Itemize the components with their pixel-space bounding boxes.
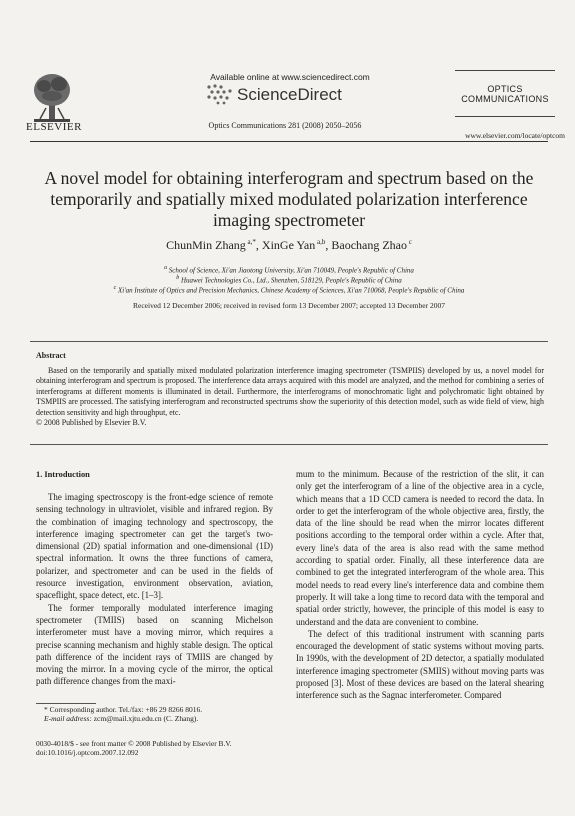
author-name: ChunMin Zhang: [166, 238, 246, 252]
author-affil-mark: a,*: [245, 238, 256, 246]
paragraph: mum to the minimum. Because of the restriction of the slit, it can only get the interferogram of a line of the objective area in a cycle, which means that a 1D CCD camera is needed to record the data. In order to get the interferogram of the whole objective area, firstly, the data of the line should be read when the mirror locates different positions according to the temporal order within a cycle. After that, every line's data of the area is also read with the same method according to spatial order. Finally, all these interference data are combined to get the integrated interferogram of the whole area. This model needs to read every line's interference data and combine them properly. It will take a long time to record data with the temporal and spatial order strictly, however, the principle of this model is easy to understand and the data are convenient to combine.: [296, 469, 544, 627]
abstract-copyright: © 2008 Published by Elsevier B.V.: [36, 418, 147, 428]
affiliation: [30, 265, 548, 274]
author-affil-mark: a,b: [315, 238, 326, 246]
paragraph: The former temporally modulated interference imaging spectrometer (TMIIS) based on scanning Michelson interferometer must have a moving mirror, which requires a precise scanning mechanism and highly stable design. The optical path difference of the incident rays of TMIIS are changed by moving the mirror. In a moving cycle of the mirror, the optical path difference changes from the maxi-: [36, 602, 273, 687]
sciencedirect-dots-icon: [205, 83, 235, 105]
author-name: Baochang Zhao: [331, 238, 407, 252]
journal-name: [440, 84, 570, 104]
footnote: [36, 705, 276, 724]
sciencedirect-logo: [205, 83, 365, 105]
left-column: [36, 491, 273, 688]
header-rule: [30, 141, 548, 142]
sciencedirect-wordmark: ScienceDirect: [237, 85, 342, 104]
journal-name-line1: OPTICS: [487, 84, 523, 94]
journal-name-rule-top: [455, 70, 555, 71]
issn-block: [36, 739, 296, 758]
issn-line: 0030-4018/$ - see front matter © 2008 Published by Elsevier B.V.: [36, 739, 232, 748]
available-online-text: Available online at www.sciencedirect.com: [210, 72, 370, 82]
abstract-text: Based on the temporarily and spatially mixed modulated polarization interference imaging spectrometer (TSMPIIS) developed by us, a novel model for obtaining interferogram and spectrum is proposed. The interference data arrays acquired with this model are analyzed, and the method for combining a series of interferograms at different moments is illuminated in detail. Furthermore, the interferograms of monochromatic light and polychromatic light obtained by TSMPIIS are processed. The satisfying interferogram and reconstructed spectrums show the superiority of this detection model, such as wide field of view, high detection sensitivity and high throughput, etc.: [36, 366, 544, 417]
author-affil-mark: c: [407, 238, 412, 246]
journal-reference: Optics Communications 281 (2008) 2050–2056: [208, 121, 362, 130]
affiliation: [30, 285, 548, 294]
elsevier-tree-logo: [32, 72, 72, 124]
corresponding-author: * Corresponding author. Tel./fax: +86 29 8266 8016.: [44, 705, 203, 714]
received-dates: Received 12 December 2006; received in revised form 13 December 2007; accepted 13 December 2007: [133, 301, 445, 310]
author-list: [30, 238, 548, 253]
doi-line[interactable]: doi:10.1016/j.optcom.2007.12.092: [36, 748, 139, 758]
footnote-rule: [36, 703, 96, 704]
author-separator: ,: [255, 238, 262, 252]
paragraph: The imaging spectroscopy is the front-edge science of remote sensing technology in ultraviolet, visible and infrared region. By the combination of imaging technology and spectroscopy, the interference imaging spectrometer can get the target's two-dimensional (2D) spatial information and one-dimensional (1D) spectral information. It owns the three functions of camera, polarizer, and spectrometer and can be used in the fields of resource investigation, environment observation, aviation, spaceflight, space detect, etc. [1–3].: [36, 492, 273, 601]
affiliation-mark: c: [113, 285, 117, 291]
abstract-rule-top: [30, 341, 548, 342]
affiliation-mark: b: [176, 275, 180, 281]
paper-title: A novel model for obtaining interferogram and spectrum based on the temporarily and spatially mixed modulated polarization interference imaging spectrometer: [44, 168, 534, 230]
section-heading: 1. Introduction: [36, 470, 90, 479]
affiliation-mark: a: [164, 265, 167, 271]
abstract-heading: Abstract: [36, 351, 66, 360]
email-label: E-mail address:: [44, 714, 92, 724]
author-name: XinGe Yan: [261, 238, 316, 252]
publisher-name: ELSEVIER: [26, 121, 82, 133]
journal-url[interactable]: www.elsevier.com/locate/optcom: [465, 131, 565, 140]
journal-name-line2: COMMUNICATIONS: [461, 94, 549, 104]
right-column: [296, 468, 544, 702]
email-line: [36, 714, 276, 723]
affiliation-text: School of Science, Xi'an Jiaotong University, Xi'an 710049, People's Republic of China: [167, 266, 414, 275]
paragraph: The defect of this traditional instrument with scanning parts encouraged the development of static systems without moving parts. In 1990s, with the development of 2D detector, a spatially modulated interference imaging spectrometer (SMIIS) without moving parts was proposed [3]. Most of these devices are based on the lateral shearing interference such as the Sagnac interferometer. Compared: [296, 628, 544, 701]
email-address[interactable]: zcm@mail.xjtu.edu.cn (C. Zhang).: [91, 714, 199, 724]
affiliation: [30, 275, 548, 284]
affiliation-text: Huawei Technologies Co., Ltd., Shenzhen, 518129, People's Republic of China: [179, 276, 402, 285]
journal-name-rule-bottom: [455, 116, 555, 117]
affiliation-text: Xi'an Institute of Optics and Precision Mechanics, Chinese Academy of Sciences, Xi'an 710068, People's Republic of China: [116, 286, 465, 295]
abstract-body: [36, 366, 544, 428]
author-separator: ,: [325, 238, 332, 252]
abstract-rule-bottom: [30, 444, 548, 445]
